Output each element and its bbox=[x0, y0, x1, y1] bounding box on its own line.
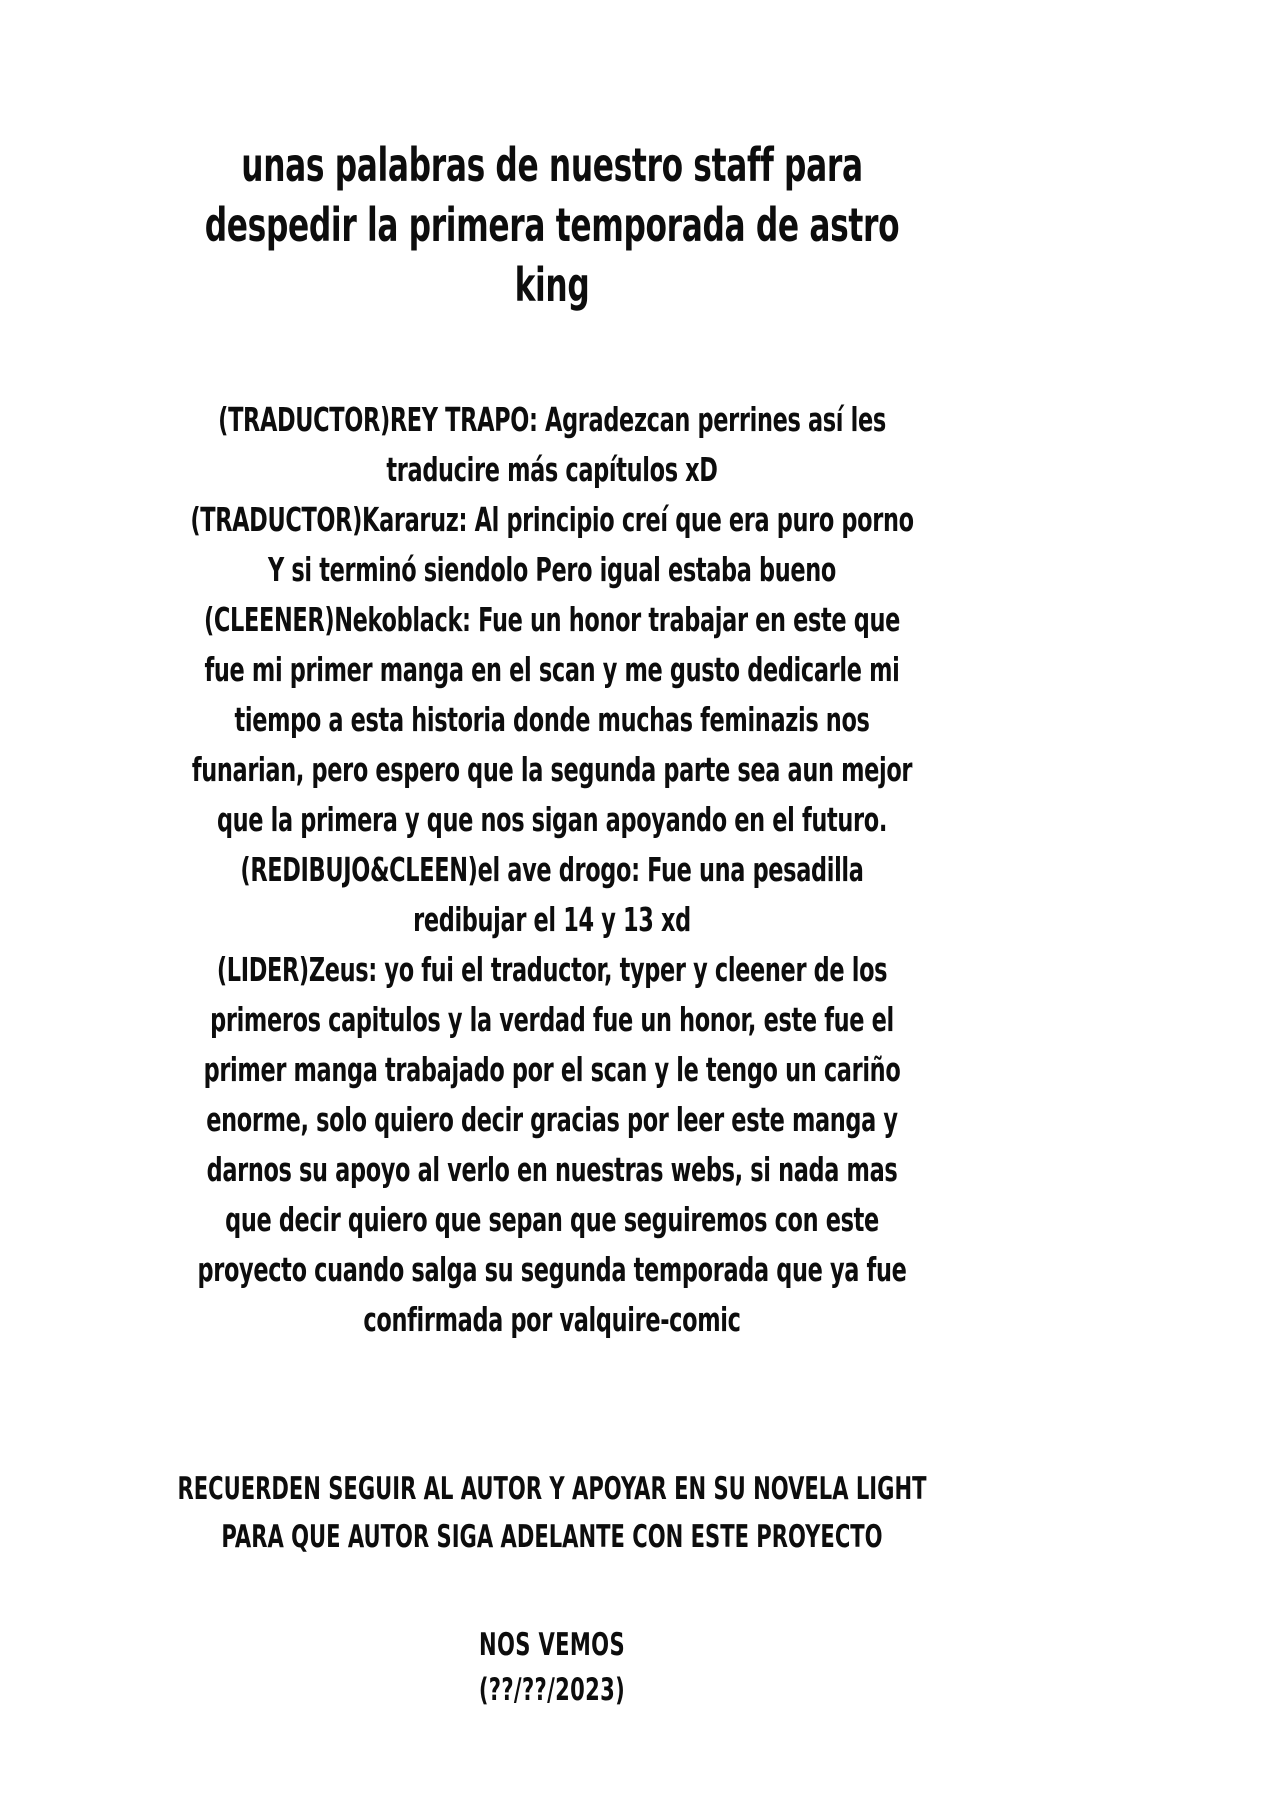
staff-message-line: (LIDER)Zeus: yo fui el traductor, typer y cleener de los bbox=[216, 950, 888, 989]
staff-message-line: traducire más capítulos xD bbox=[386, 450, 718, 489]
page-title bbox=[177, 135, 928, 315]
staff-message-line: primer manga trabajado por el scan y le tengo un cariño bbox=[203, 1050, 901, 1089]
staff-message-line: que decir quiero que sepan que seguiremos con este bbox=[225, 1200, 879, 1239]
staff-message-line: Y si terminó siendolo Pero igual estaba bueno bbox=[267, 550, 837, 589]
title-line: king bbox=[514, 258, 590, 312]
staff-message-line: (TRADUCTOR)REY TRAPO: Agradezcan perrines así les bbox=[218, 400, 886, 439]
staff-message-line: darnos su apoyo al verlo en nuestras webs, si nada mas bbox=[206, 1150, 898, 1189]
staff-message-line: primeros capitulos y la verdad fue un honor, este fue el bbox=[210, 1000, 894, 1039]
staff-message-line: tiempo a esta historia donde muchas feminazis nos bbox=[234, 700, 870, 739]
signoff bbox=[177, 1623, 928, 1713]
title-line: unas palabras de nuestro staff para bbox=[241, 138, 863, 192]
staff-message-line: (TRADUCTOR)Kararuz: Al principio creí que era puro porno bbox=[190, 500, 914, 539]
staff-message-line: proyecto cuando salga su segunda temporada que ya fue bbox=[197, 1250, 907, 1289]
author-support-line: PARA QUE AUTOR SIGA ADELANTE CON ESTE PROYECTO bbox=[221, 1519, 883, 1555]
staff-message-line: (CLEENER)Nekoblack: Fue un honor trabajar en este que bbox=[203, 600, 901, 639]
staff-message-line: redibujar el 14 y 13 xd bbox=[413, 900, 691, 939]
staff-message-line: funarian, pero espero que la segunda parte sea aun mejor bbox=[191, 750, 913, 789]
signoff-date: (??/??/2023) bbox=[478, 1672, 626, 1708]
staff-message-line: enorme, solo quiero decir gracias por leer este manga y bbox=[206, 1100, 898, 1139]
staff-message-line: (REDIBUJO&CLEEN)el ave drogo: Fue una pesadilla bbox=[240, 850, 864, 889]
author-support-note bbox=[177, 1465, 928, 1561]
staff-message-line: fue mi primer manga en el scan y me gusto dedicarle mi bbox=[204, 650, 900, 689]
title-line: despedir la primera temporada de astro bbox=[204, 198, 900, 252]
staff-message-line: que la primera y que nos sigan apoyando en el futuro. bbox=[216, 800, 888, 839]
credits-content bbox=[0, 135, 1104, 1713]
staff-message-line: confirmada por valquire-comic bbox=[363, 1300, 741, 1339]
signoff-line: NOS VEMOS bbox=[479, 1627, 625, 1663]
staff-messages bbox=[177, 395, 928, 1345]
author-support-line: RECUERDEN SEGUIR AL AUTOR Y APOYAR EN SU NOVELA LIGHT bbox=[177, 1471, 927, 1507]
